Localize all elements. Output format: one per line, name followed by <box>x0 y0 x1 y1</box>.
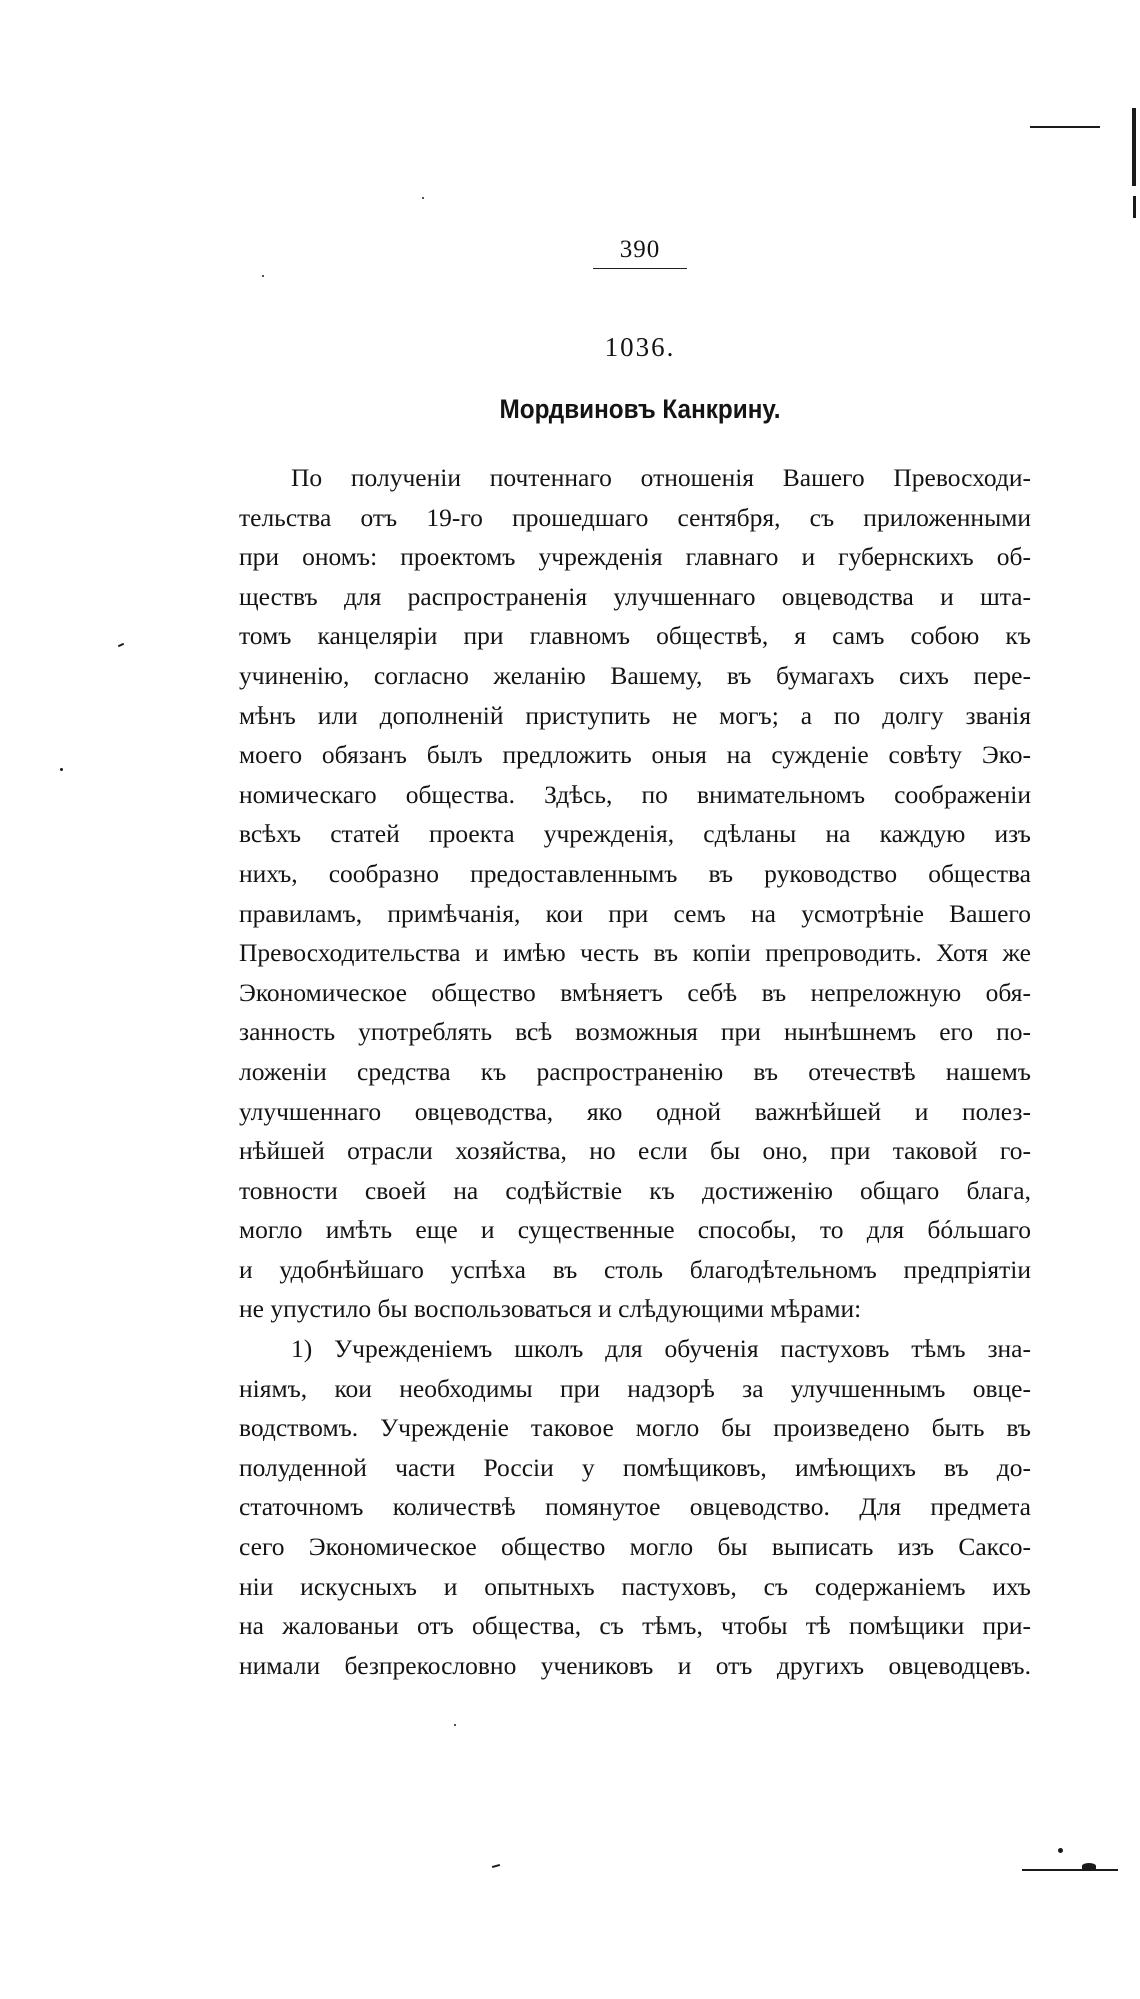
body-line: Экономическое общество вмѣняетъ себѣ въ непреложную обя- <box>239 977 1031 1007</box>
body-line: могло имѣть еще и существенные способы, то для бóльшаго <box>239 1215 1031 1245</box>
body-line: всѣхъ статей проекта учрежденія, сдѣланы на каждую изъ <box>239 819 1031 849</box>
body-line: томъ канцеляріи при главномъ обществѣ, я самъ собою къ <box>239 621 1031 651</box>
body-line: ніи искусныхъ и опытныхъ пастуховъ, съ содержаніемъ ихъ <box>239 1571 1031 1601</box>
scan-edge-rule-top <box>1030 126 1100 128</box>
body-line: ложеніи средства къ распространенію въ отечествѣ нашемъ <box>239 1056 1031 1086</box>
document-title: Мордвиновъ Канкрину. <box>499 394 781 424</box>
body-line: По полученіи почтеннаго отношенія Вашего Превосходи- <box>291 463 1031 492</box>
body-line: 1) Учрежденіемъ школъ для обученія пастуховъ тѣмъ зна- <box>291 1334 1031 1364</box>
scan-edge-bar-top <box>1132 108 1136 186</box>
speck <box>492 1864 500 1868</box>
speck <box>60 768 63 771</box>
body-line: водствомъ. Учрежденіе таковое могло бы произведено быть въ <box>239 1413 1031 1443</box>
scan-edge-bar-small <box>1133 196 1136 218</box>
speck <box>454 1724 456 1726</box>
scan-edge-dot <box>1058 1848 1063 1853</box>
body-line: нимали безпрекословно учениковъ и отъ другихъ овцеводцевъ. <box>239 1650 1031 1680</box>
body-line: и удобнѣйшаго успѣха въ столь благодѣтельномъ предпріятіи <box>239 1254 1031 1284</box>
body-line: полуденной части Россіи у помѣщиковъ, имѣющихъ въ до- <box>239 1452 1031 1482</box>
letter-body <box>239 458 1031 1685</box>
page-number-rule <box>593 268 687 269</box>
page-number: 390 <box>619 236 661 263</box>
body-line: ществъ для распространенія улучшеннаго овцеводства и шта- <box>239 581 1031 611</box>
body-line: нихъ, сообразно предоставленнымъ въ руководство общества <box>239 858 1031 888</box>
document-number: 1036. <box>604 332 676 362</box>
body-line: мѣнъ или дополненій приступить не могъ; а по долгу званія <box>239 700 1031 730</box>
body-line: нѣйшей отрасли хозяйства, но если бы оно, при таковой го- <box>239 1136 1031 1166</box>
body-line: ніямъ, кои необходимы при надзорѣ за улучшеннымъ овце- <box>239 1373 1031 1403</box>
body-line: не упустило бы воспользоваться и слѣдующими мѣрами: <box>239 1294 862 1324</box>
body-line: товности своей на содѣйствіе къ достиженію общаго блага, <box>239 1175 1031 1205</box>
speck <box>118 643 124 647</box>
body-line: улучшеннаго овцеводства, яко одной важнѣйшей и полез- <box>239 1096 1031 1126</box>
body-line: статочномъ количествѣ помянутое овцеводство. Для предмета <box>239 1492 1031 1522</box>
body-line: тельства отъ 19-го прошедшаго сентября, съ приложенными <box>239 502 1031 532</box>
body-line: занность употреблять всѣ возможныя при нынѣшнемъ его по- <box>239 1017 1031 1047</box>
body-line: на жалованьи отъ общества, съ тѣмъ, чтобы тѣ помѣщики при- <box>239 1611 1031 1641</box>
body-line: учиненію, согласно желанію Вашему, въ бумагахъ сихъ пере- <box>239 660 1031 690</box>
body-line: при ономъ: проектомъ учрежденія главнаго и губернскихъ об- <box>239 542 1031 572</box>
speck <box>262 275 264 277</box>
speck <box>422 197 424 199</box>
body-line: Превосходительства и имѣю честь въ копіи препроводить. Хотя же <box>239 938 1031 968</box>
body-line: сего Экономическое общество могло бы выписать изъ Саксо- <box>239 1532 1031 1562</box>
body-line: моего обязанъ былъ предложить оныя на сужденіе совѣту Эко- <box>239 740 1031 770</box>
body-line: правиламъ, примѣчанія, кои при семъ на усмотрѣніе Вашего <box>239 898 1031 928</box>
scan-edge-rule-bottom <box>1022 1869 1118 1871</box>
body-line: номическаго общества. Здѣсь, по внимательномъ соображеніи <box>239 779 1031 809</box>
scan-edge-blot <box>1082 1863 1096 1869</box>
